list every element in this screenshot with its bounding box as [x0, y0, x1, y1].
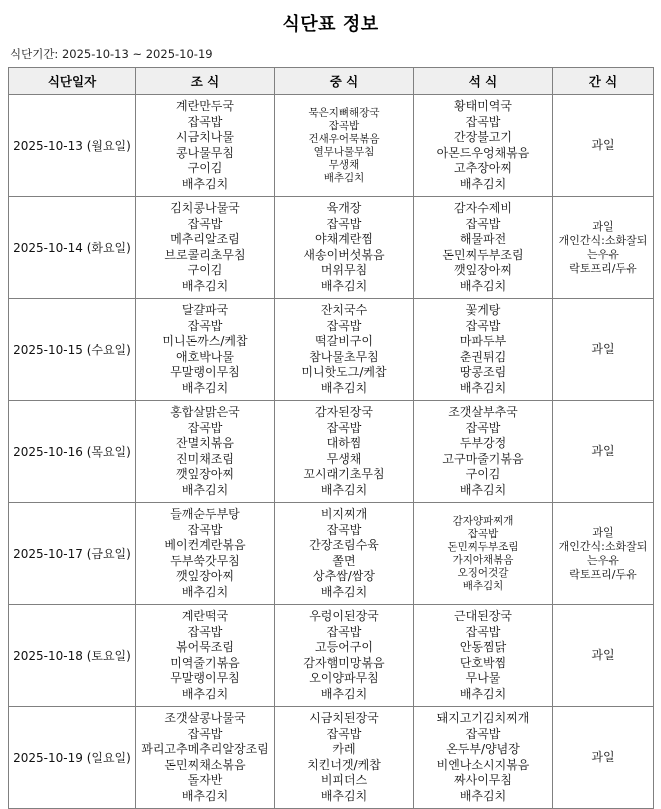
column-header-snack: 간 식 [553, 68, 654, 95]
breakfast-menu-item: 애호박나물 [176, 349, 234, 364]
dinner-menu-item: 배추김치 [459, 176, 507, 191]
dinner-menu-item: 근대된장국 [454, 609, 512, 623]
breakfast-menu-item: 브로콜리초무침 [164, 247, 246, 262]
dinner-menu-item: 배추김치 [459, 788, 507, 803]
snack-menu-item: 과일 [591, 341, 615, 356]
snack-menu [553, 197, 654, 299]
lunch-menu-item: 잡곡밥 [326, 522, 362, 537]
lunch-menu [275, 95, 414, 197]
dinner-menu-item: 온두부/양념장 [446, 742, 520, 756]
breakfast-menu-item: 깻잎장아찌 [176, 569, 234, 583]
breakfast-menu-item: 잡곡밥 [187, 216, 223, 231]
breakfast-menu-item: 계란만두국 [176, 99, 234, 113]
breakfast-menu-item: 메추리알조림 [170, 232, 240, 246]
dinner-menu-item: 배추김치 [459, 482, 507, 497]
dinner-menu-item: 꽃게탕 [465, 303, 501, 317]
lunch-menu-item: 배추김치 [320, 278, 368, 293]
lunch-menu-item: 잡곡밥 [326, 216, 362, 231]
lunch-menu-item: 고등어구이 [315, 640, 373, 654]
lunch-menu-item: 배추김치 [320, 380, 368, 395]
dinner-menu-item: 감자양파찌개 [452, 514, 514, 527]
lunch-menu-item: 감자된장국 [315, 405, 373, 419]
weekly-menu-table [8, 67, 654, 809]
lunch-menu-item: 육개장 [326, 201, 362, 215]
breakfast-menu-item: 돌자반 [187, 773, 223, 787]
lunch-menu-item: 잡곡밥 [326, 420, 362, 435]
dinner-menu-item: 깻잎장아찌 [454, 263, 512, 277]
dinner-menu-item: 아몬드우엉채볶음 [436, 145, 530, 160]
lunch-menu-item: 쫄면 [332, 553, 356, 568]
snack-menu-item: 과일 [591, 647, 615, 662]
lunch-menu-item: 감자햄미망볶음 [303, 655, 385, 670]
breakfast-menu-item: 잡곡밥 [187, 624, 223, 639]
snack-menu [553, 95, 654, 197]
table-row [9, 197, 654, 299]
snack-menu-item: 개인간식:소화잘되는우유 [558, 233, 648, 261]
lunch-menu [275, 401, 414, 503]
dinner-menu-item: 구이김 [465, 467, 501, 481]
table-header-row [9, 68, 654, 95]
breakfast-menu-item: 두부쑥갓무침 [170, 553, 240, 568]
breakfast-menu-item: 구이김 [187, 161, 223, 175]
lunch-menu-item: 시금치된장국 [309, 711, 379, 725]
dinner-menu [414, 605, 553, 707]
lunch-menu-item: 간장조림수육 [309, 538, 379, 552]
dinner-menu-item: 잡곡밥 [465, 420, 501, 435]
dinner-menu [414, 503, 553, 605]
table-row [9, 401, 654, 503]
breakfast-menu-item: 계란떡국 [181, 609, 229, 623]
lunch-menu-item: 새송이버섯볶음 [303, 247, 385, 262]
breakfast-menu-item: 홍합살맑은국 [170, 405, 240, 419]
lunch-menu [275, 503, 414, 605]
dinner-menu-item: 안동찜닭 [459, 640, 507, 654]
lunch-menu-item: 무생채 [326, 451, 362, 466]
menu-date: 2025-10-19 (일요일) [9, 707, 136, 809]
lunch-menu-item: 꼬시래기초무침 [303, 467, 385, 481]
breakfast-menu-item: 배추김치 [181, 584, 229, 599]
breakfast-menu-item: 시금치나물 [176, 130, 234, 144]
lunch-menu-item: 떡갈비구이 [315, 334, 373, 348]
breakfast-menu-item: 배추김치 [181, 788, 229, 803]
dinner-menu-item: 잡곡밥 [465, 216, 501, 231]
dinner-menu [414, 299, 553, 401]
lunch-menu-item: 배추김치 [320, 584, 368, 599]
table-row [9, 95, 654, 197]
lunch-menu-item: 오이양파무침 [309, 671, 379, 685]
dinner-menu-item: 두부강정 [459, 436, 507, 450]
breakfast-menu-item: 진미채조림 [176, 451, 234, 466]
table-row [9, 299, 654, 401]
lunch-menu-item: 배추김치 [320, 686, 368, 701]
snack-menu-item: 과일 [591, 137, 615, 152]
breakfast-menu-item: 잡곡밥 [187, 114, 223, 129]
breakfast-menu-item: 미역줄기볶음 [170, 655, 240, 670]
table-row [9, 503, 654, 605]
dinner-menu-item: 배추김치 [459, 686, 507, 701]
breakfast-menu-item: 돈민찌채소볶음 [164, 757, 246, 772]
lunch-menu-item: 잡곡밥 [326, 726, 362, 741]
dinner-menu-item: 돼지고기김치찌개 [436, 711, 530, 725]
breakfast-menu-item: 볶어묵조림 [176, 640, 234, 654]
breakfast-menu [136, 605, 275, 707]
breakfast-menu-item: 잡곡밥 [187, 420, 223, 435]
dinner-menu-item: 무나물 [465, 671, 501, 685]
dinner-menu-item: 감자수제비 [454, 201, 512, 215]
lunch-menu-item: 열무나물무침 [313, 145, 375, 158]
breakfast-menu-item: 꽈리고추메추리알장조림 [141, 742, 269, 756]
lunch-menu-item: 건새우어묵볶음 [308, 132, 380, 145]
lunch-menu-item: 치킨너겟/케찹 [307, 757, 381, 772]
lunch-menu-item: 미니핫도그/케찹 [301, 365, 387, 379]
column-header-dinner: 석 식 [414, 68, 553, 95]
breakfast-menu-item: 콩나물무침 [176, 145, 234, 160]
snack-menu [553, 401, 654, 503]
lunch-menu-item: 잡곡밥 [326, 318, 362, 333]
lunch-menu-item: 배추김치 [320, 788, 368, 803]
lunch-menu-item: 우렁이된장국 [309, 609, 379, 623]
menu-date: 2025-10-14 (화요일) [9, 197, 136, 299]
lunch-menu [275, 197, 414, 299]
lunch-menu-item: 대하찜 [326, 436, 362, 450]
lunch-menu-item: 잡곡밥 [326, 624, 362, 639]
dinner-menu-item: 조갯살부추국 [448, 405, 518, 419]
dinner-menu-item: 잡곡밥 [465, 114, 501, 129]
lunch-menu-item: 배추김치 [320, 482, 368, 497]
breakfast-menu [136, 95, 275, 197]
menu-period-label: 식단기간: 2025-10-13 ~ 2025-10-19 [10, 47, 213, 61]
breakfast-menu-item: 배추김치 [181, 278, 229, 293]
column-header-lunch: 중 식 [275, 68, 414, 95]
breakfast-menu-item: 배추김치 [181, 176, 229, 191]
lunch-menu-item: 무생채 [328, 158, 360, 171]
breakfast-menu-item: 잡곡밥 [187, 726, 223, 741]
breakfast-menu-item: 구이김 [187, 263, 223, 277]
lunch-menu-item: 상추쌈/쌈장 [312, 569, 375, 583]
snack-menu [553, 503, 654, 605]
breakfast-menu-item: 배추김치 [181, 686, 229, 701]
lunch-menu-item: 잡곡밥 [328, 119, 360, 132]
breakfast-menu-item: 김치콩나물국 [170, 201, 240, 215]
breakfast-menu-item: 들깨순두부탕 [170, 507, 240, 521]
dinner-menu-item: 배추김치 [462, 579, 504, 592]
breakfast-menu [136, 299, 275, 401]
breakfast-menu-item: 잔멸치볶음 [176, 436, 234, 450]
breakfast-menu-item: 베이컨계란볶음 [164, 538, 246, 552]
snack-menu-item: 과일 [591, 443, 615, 458]
table-row [9, 605, 654, 707]
dinner-menu-item: 잡곡밥 [465, 318, 501, 333]
dinner-menu-item: 간장불고기 [454, 130, 512, 144]
dinner-menu-item: 배추김치 [459, 278, 507, 293]
snack-menu-item: 락토프리/두유 [569, 261, 637, 275]
dinner-menu-item: 고구마줄기볶음 [442, 451, 524, 466]
lunch-menu-item: 비피더스 [320, 773, 368, 787]
dinner-menu-item: 돈민찌두부조림 [442, 247, 524, 262]
lunch-menu-item: 야채계란찜 [315, 232, 373, 246]
breakfast-menu-item: 잡곡밥 [187, 318, 223, 333]
dinner-menu-item: 짜사이무침 [454, 773, 512, 787]
dinner-menu-item: 잡곡밥 [467, 527, 499, 540]
menu-date: 2025-10-15 (수요일) [9, 299, 136, 401]
lunch-menu-item: 잔치국수 [320, 303, 368, 317]
breakfast-menu-item: 무말랭이무침 [170, 365, 240, 379]
menu-date: 2025-10-17 (금요일) [9, 503, 136, 605]
breakfast-menu-item: 배추김치 [181, 380, 229, 395]
breakfast-menu-item: 무말랭이무침 [170, 671, 240, 685]
dinner-menu-item: 땅콩조림 [459, 365, 507, 379]
dinner-menu-item: 해물파전 [459, 232, 507, 246]
dinner-menu [414, 401, 553, 503]
lunch-menu-item: 묵은지뼈해장국 [308, 106, 380, 119]
column-header-breakfast: 조 식 [136, 68, 275, 95]
lunch-menu-item: 머위무침 [320, 263, 368, 277]
breakfast-menu-item: 잡곡밥 [187, 522, 223, 537]
dinner-menu [414, 95, 553, 197]
lunch-menu-item: 참나물초무침 [309, 349, 379, 364]
menu-date: 2025-10-16 (목요일) [9, 401, 136, 503]
lunch-menu-item: 비지찌개 [320, 507, 368, 521]
dinner-menu [414, 197, 553, 299]
dinner-menu-item: 춘권튀김 [459, 349, 507, 364]
dinner-menu-item: 가지아채볶음 [452, 553, 514, 566]
dinner-menu-item: 고추장아찌 [454, 161, 512, 175]
breakfast-menu [136, 503, 275, 605]
dinner-menu-item: 돈민찌두부조림 [447, 540, 519, 553]
dinner-menu-item: 마파두부 [459, 334, 507, 348]
page-title: 식단표 정보 [282, 14, 379, 35]
snack-menu-item: 락토프리/두유 [569, 567, 637, 581]
dinner-menu-item: 잡곡밥 [465, 624, 501, 639]
snack-menu-item: 과일 [591, 749, 615, 764]
snack-menu [553, 605, 654, 707]
breakfast-menu-item: 배추김치 [181, 482, 229, 497]
lunch-menu-item: 카레 [332, 742, 356, 756]
breakfast-menu [136, 401, 275, 503]
breakfast-menu-item: 미니돈까스/케찹 [162, 334, 248, 348]
dinner-menu-item: 비엔나소시지볶음 [436, 757, 530, 772]
column-header-date: 식단일자 [9, 68, 136, 95]
dinner-menu-item: 단호박찜 [459, 655, 507, 670]
dinner-menu-item: 오징어것갈 [457, 566, 509, 579]
snack-menu-item: 과일 [592, 525, 614, 539]
menu-date: 2025-10-18 (토요일) [9, 605, 136, 707]
lunch-menu-item: 배추김치 [323, 171, 365, 184]
lunch-menu [275, 605, 414, 707]
breakfast-menu-item: 조갯살콩나물국 [164, 711, 246, 725]
breakfast-menu-item: 깻잎장아찌 [176, 467, 234, 481]
lunch-menu [275, 299, 414, 401]
dinner-menu-item: 황태미역국 [454, 99, 512, 113]
dinner-menu-item: 배추김치 [459, 380, 507, 395]
breakfast-menu [136, 197, 275, 299]
menu-date: 2025-10-13 (월요일) [9, 95, 136, 197]
dinner-menu-item: 잡곡밥 [465, 726, 501, 741]
snack-menu-item: 과일 [592, 219, 614, 233]
breakfast-menu-item: 달걀파국 [181, 303, 229, 317]
snack-menu [553, 299, 654, 401]
snack-menu-item: 개인간식:소화잘되는우유 [558, 539, 648, 567]
